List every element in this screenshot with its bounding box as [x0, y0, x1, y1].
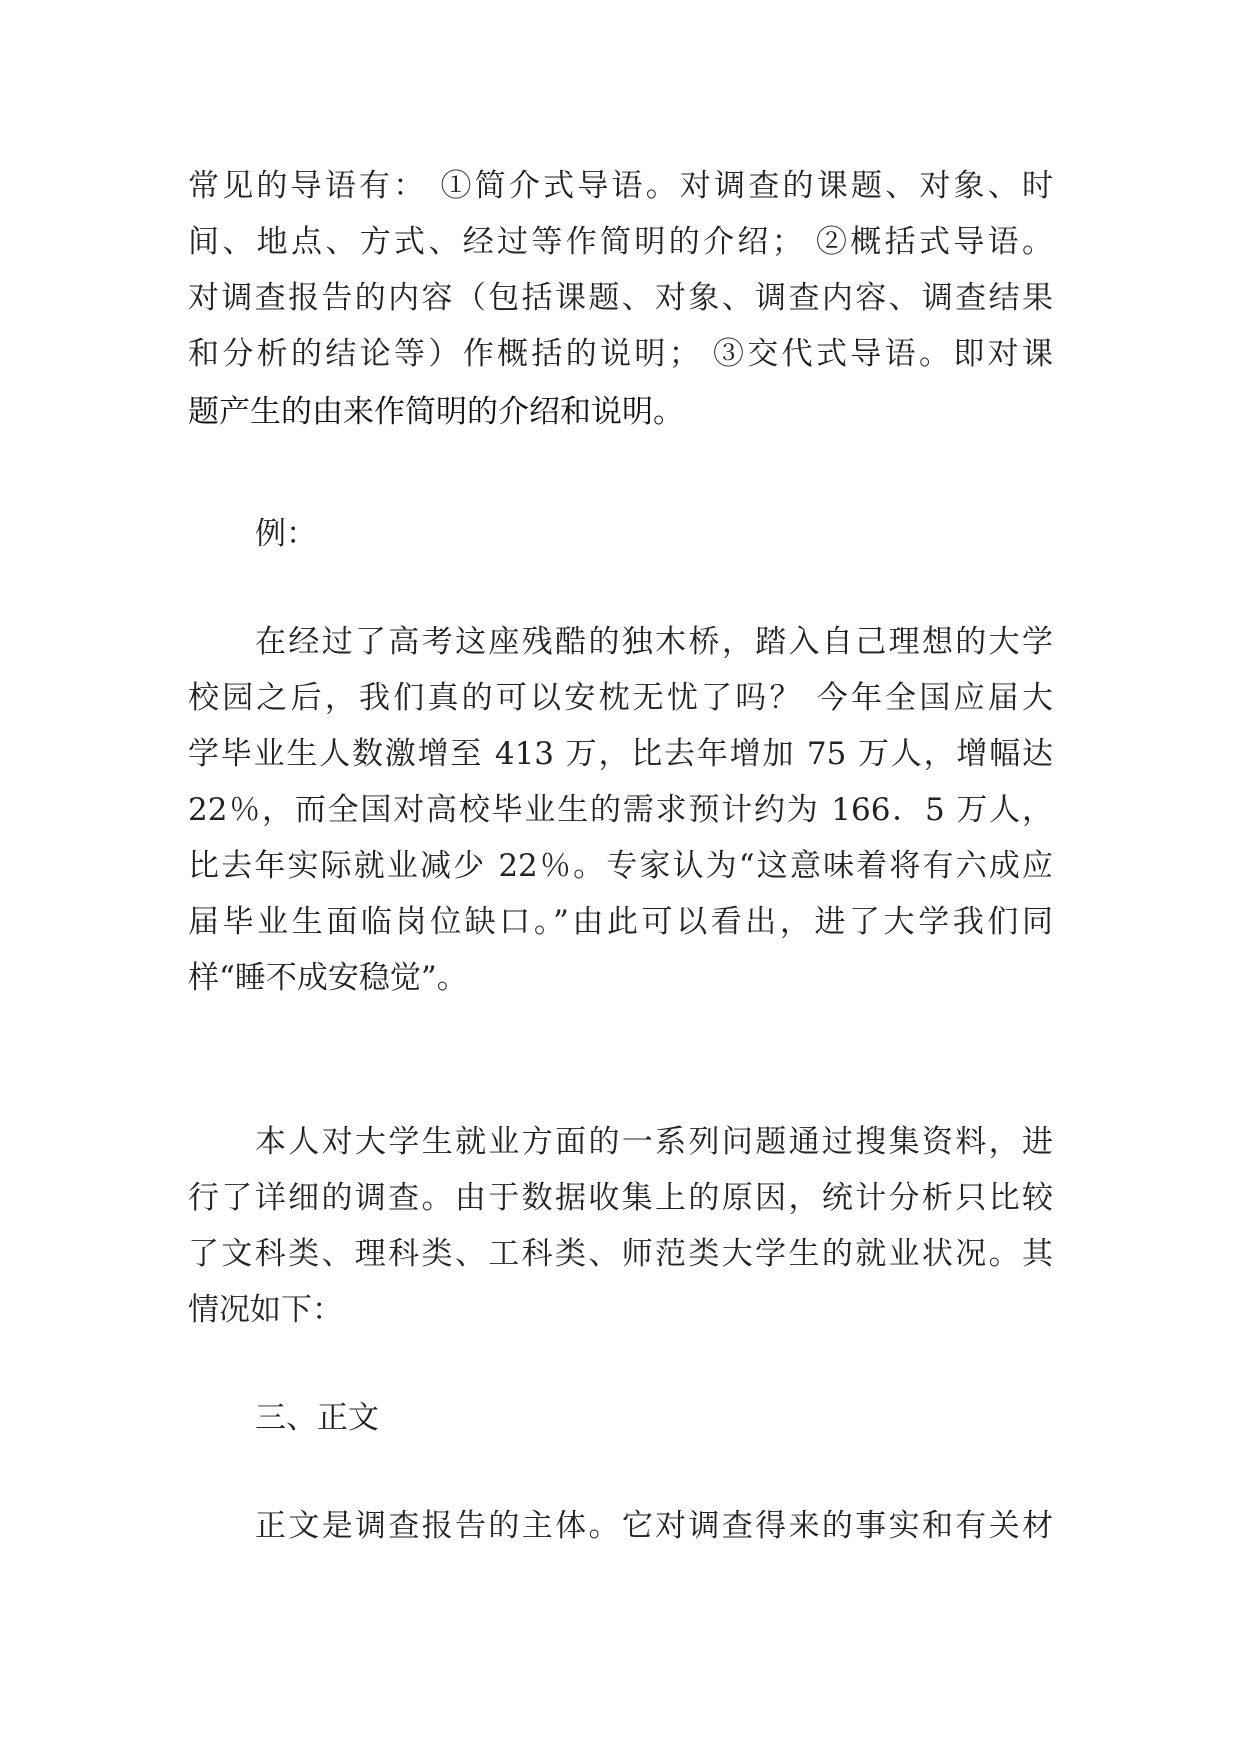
survey-line-2: 行了详细的调查。由于数据收集上的原因，统计分析只比较 [188, 1180, 1053, 1216]
example-line-3: 学毕业生人数激增至 413 万，比去年增加 75 万人，增幅达 [188, 736, 1053, 772]
intro-line-1: 常见的导语有： ①简介式导语。对调查的课题、对象、时 [188, 168, 1053, 204]
intro-line-4: 和分析的结论等）作概括的说明； ③交代式导语。即对课 [188, 336, 1053, 372]
example-line-5: 比去年实际就业减少 22％。专家认为“这意味着将有六成应 [188, 848, 1053, 884]
intro-line-2: 间、地点、方式、经过等作简明的介绍； ②概括式导语。 [188, 224, 1053, 260]
example-line-2: 校园之后，我们真的可以安枕无忧了吗？ 今年全国应届大 [188, 680, 1053, 716]
intro-line-5: 题产生的由来作简明的介绍和说明。󠀠 [188, 394, 684, 430]
section-heading: 三、正文 [255, 1400, 379, 1436]
survey-line-4: 情况如下： [188, 1292, 343, 1328]
example-line-6: 届毕业生面临岗位缺口。”由此可以看出，进了大学我们同 [188, 904, 1053, 940]
survey-line-3: 了文科类、理科类、工科类、师范类大学生的就业状况。其 [188, 1236, 1053, 1272]
survey-line-1: 本人对大学生就业方面的一系列问题通过搜集资料，进 [255, 1124, 1053, 1160]
example-line-4: 22％，而全国对高校毕业生的需求预计约为 166．5 万人， [188, 792, 1053, 828]
example-line-1: 在经过了高考这座残酷的独木桥，踏入自己理想的大学 [255, 624, 1053, 660]
intro-line-3: 对调查报告的内容（包括课题、对象、调查内容、调查结果 [188, 280, 1053, 316]
example-line-7: 样“睡不成安稳觉”。 [188, 960, 468, 996]
body-line-1: 正文是调查报告的主体。它对调查得来的事实和有关材 [255, 1508, 1053, 1544]
example-label: 例： [255, 516, 317, 552]
